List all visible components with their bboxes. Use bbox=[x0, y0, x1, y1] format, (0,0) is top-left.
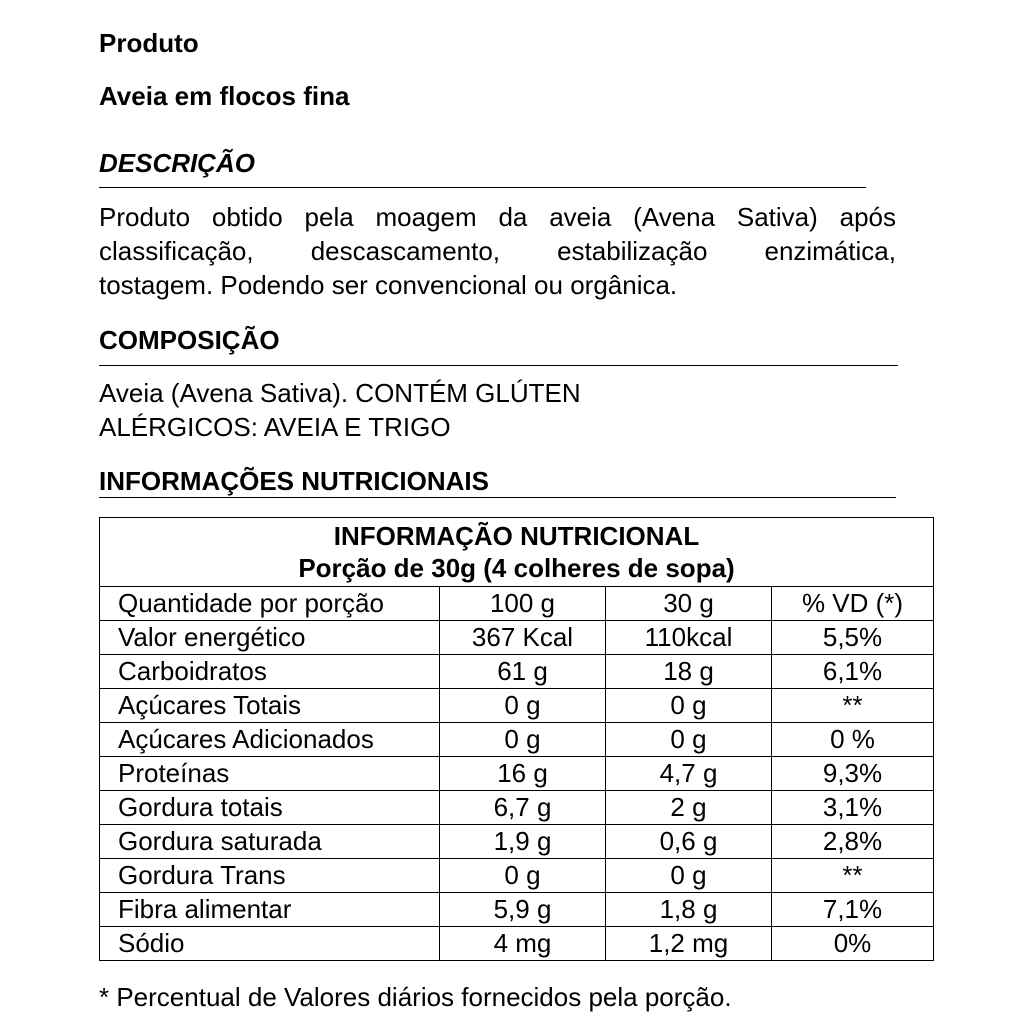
nutrient-name: Proteínas bbox=[100, 757, 440, 791]
composition-heading: COMPOSIÇÃO bbox=[99, 325, 280, 355]
description-line: classificação, descascamento, estabilização enzimática, bbox=[99, 236, 896, 266]
value-per-100g: 0 g bbox=[440, 689, 606, 723]
composition-divider bbox=[99, 365, 898, 366]
description-heading: DESCRIÇÃO bbox=[99, 148, 256, 178]
daily-value-percent: 0% bbox=[772, 927, 934, 961]
table-row bbox=[100, 757, 934, 791]
nutrient-name: Valor energético bbox=[100, 621, 440, 655]
nutrient-name: Gordura totais bbox=[100, 791, 440, 825]
composition-line: Aveia (Avena Sativa). CONTÉM GLÚTEN bbox=[99, 378, 581, 408]
table-row bbox=[100, 825, 934, 859]
product-label: Produto bbox=[99, 28, 199, 58]
value-per-100g: 0 g bbox=[440, 723, 606, 757]
table-row bbox=[100, 689, 934, 723]
value-per-30g: 110kcal bbox=[606, 621, 772, 655]
value-per-30g: 0,6 g bbox=[606, 825, 772, 859]
value-per-100g: 4 mg bbox=[440, 927, 606, 961]
nutrient-name: Gordura Trans bbox=[100, 859, 440, 893]
table-row bbox=[100, 791, 934, 825]
daily-value-percent: 5,5% bbox=[772, 621, 934, 655]
composition-line: ALÉRGICOS: AVEIA E TRIGO bbox=[99, 412, 451, 442]
nutrition-table bbox=[99, 517, 934, 961]
table-row bbox=[100, 927, 934, 961]
table-row bbox=[100, 655, 934, 689]
column-header: 30 g bbox=[606, 587, 772, 621]
value-per-30g: 2 g bbox=[606, 791, 772, 825]
nutrient-name: Carboidratos bbox=[100, 655, 440, 689]
table-subtitle: Porção de 30g (4 colheres de sopa) bbox=[298, 553, 735, 583]
daily-value-percent: 6,1% bbox=[772, 655, 934, 689]
daily-value-percent: 7,1% bbox=[772, 893, 934, 927]
nutrient-name: Açúcares Totais bbox=[100, 689, 440, 723]
value-per-100g: 16 g bbox=[440, 757, 606, 791]
daily-value-percent: 0 % bbox=[772, 723, 934, 757]
daily-value-percent: 2,8% bbox=[772, 825, 934, 859]
description-line: tostagem. Podendo ser convencional ou orgânica. bbox=[99, 270, 678, 300]
table-header-row bbox=[100, 518, 934, 587]
nutrient-name: Gordura saturada bbox=[100, 825, 440, 859]
footnote: * Percentual de Valores diários fornecidos pela porção. bbox=[99, 982, 732, 1012]
description-text bbox=[99, 200, 896, 302]
daily-value-percent: 9,3% bbox=[772, 757, 934, 791]
product-name: Aveia em flocos fina bbox=[99, 81, 350, 111]
value-per-30g: 0 g bbox=[606, 859, 772, 893]
description-line: Produto obtido pela moagem da aveia (Avena Sativa) após bbox=[99, 202, 896, 232]
nutrient-name: Açúcares Adicionados bbox=[100, 723, 440, 757]
daily-value-percent: ** bbox=[772, 859, 934, 893]
column-header: % VD (*) bbox=[772, 587, 934, 621]
table-row bbox=[100, 859, 934, 893]
value-per-100g: 5,9 g bbox=[440, 893, 606, 927]
value-per-100g: 61 g bbox=[440, 655, 606, 689]
nutrient-name: Sódio bbox=[100, 927, 440, 961]
table-column-header-row bbox=[100, 587, 934, 621]
column-header: 100 g bbox=[440, 587, 606, 621]
value-per-30g: 1,8 g bbox=[606, 893, 772, 927]
nutrient-name: Fibra alimentar bbox=[100, 893, 440, 927]
value-per-30g: 4,7 g bbox=[606, 757, 772, 791]
value-per-30g: 1,2 mg bbox=[606, 927, 772, 961]
table-row bbox=[100, 893, 934, 927]
value-per-100g: 0 g bbox=[440, 859, 606, 893]
value-per-30g: 18 g bbox=[606, 655, 772, 689]
composition-text bbox=[99, 376, 896, 444]
nutrition-divider bbox=[99, 497, 896, 498]
nutrition-heading: INFORMAÇÕES NUTRICIONAIS bbox=[99, 466, 489, 496]
value-per-30g: 0 g bbox=[606, 689, 772, 723]
description-divider bbox=[99, 187, 866, 188]
table-row bbox=[100, 723, 934, 757]
nutrition-table-body bbox=[100, 621, 934, 961]
table-title-cell bbox=[100, 518, 934, 587]
column-header: Quantidade por porção bbox=[100, 587, 440, 621]
table-row bbox=[100, 621, 934, 655]
value-per-100g: 6,7 g bbox=[440, 791, 606, 825]
value-per-100g: 367 Kcal bbox=[440, 621, 606, 655]
daily-value-percent: 3,1% bbox=[772, 791, 934, 825]
value-per-30g: 0 g bbox=[606, 723, 772, 757]
table-title: INFORMAÇÃO NUTRICIONAL bbox=[333, 521, 700, 551]
value-per-100g: 1,9 g bbox=[440, 825, 606, 859]
daily-value-percent: ** bbox=[772, 689, 934, 723]
